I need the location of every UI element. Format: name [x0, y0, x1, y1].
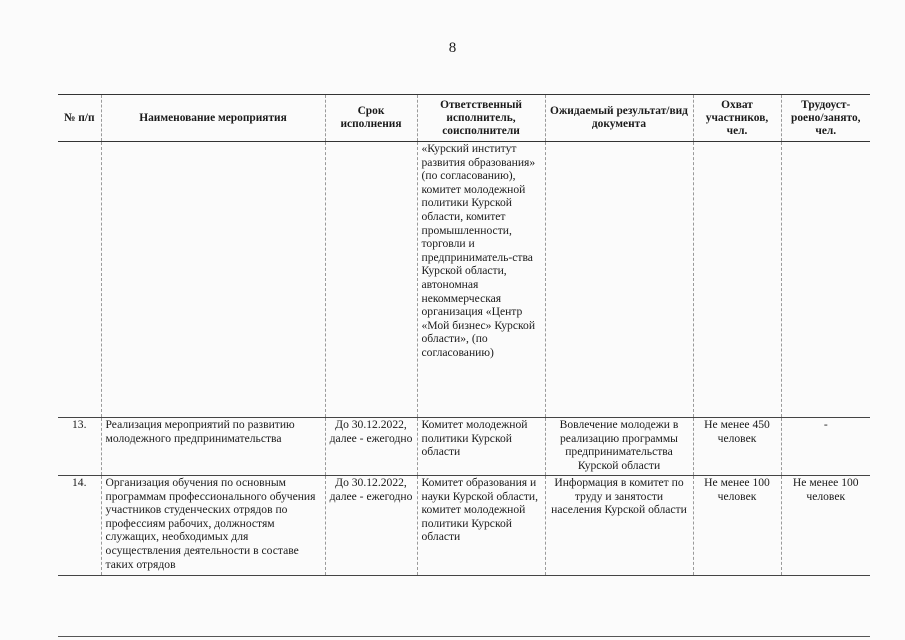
table-header [58, 95, 870, 142]
header-row [58, 95, 870, 142]
row-number: 14. [72, 476, 87, 489]
header-number: № п/п [58, 95, 101, 142]
row-event-name: Организация обучения по основным программам профессионального обучения участников студенческих отрядов по профессиям рабочих, должностям служащих, необходимых для осуществления деятельности в составе таких отрядов [101, 476, 325, 576]
page-number: 8 [448, 40, 457, 56]
header-coverage: Охват участников, чел. [693, 95, 781, 142]
header-event-name: Наименование мероприятия [101, 95, 325, 142]
row-term: До 30.12.2022, далее - ежегодно [325, 476, 417, 576]
row-executor: Комитет образования и науки Курской области, комитет молодежной политики Курской области [417, 476, 545, 576]
row-executor: Комитет молодежной политики Курской области [417, 418, 545, 476]
row-term: До 30.12.2022, далее - ежегодно [325, 418, 417, 476]
page-bottom-rule [58, 636, 870, 637]
row-employed: Не менее 100 человек [781, 476, 870, 576]
header-result: Ожидаемый результат/вид документа [545, 95, 693, 142]
row-term [325, 142, 417, 418]
table-row [58, 142, 870, 418]
row-coverage: Не менее 450 человек [693, 418, 781, 476]
row-result: Информация в комитет по труду и занятости населения Курской области [545, 476, 693, 576]
header-employed: Трудоуст-роено/занято, чел. [781, 95, 870, 142]
header-executor: Ответственный исполнитель, соисполнители [417, 95, 545, 142]
row-event-name [101, 142, 325, 418]
row-employed: - [781, 418, 870, 476]
row-employed [781, 142, 870, 418]
table-row [58, 476, 870, 576]
table-row [58, 418, 870, 476]
table-body [58, 142, 870, 576]
row-executor: «Курский институт развития образования» (по согласованию), комитет молодежной политики Курской области, комитет промышленности, торговли и предприниматель-ства Курской области, автономная некоммерческая организация «Центр «Мой бизнес» Курской области», (по согласованию) [417, 142, 545, 418]
events-table [58, 94, 870, 576]
row-coverage [693, 142, 781, 418]
row-result: Вовлечение молодежи в реализацию программы предпринимательства Курской области [545, 418, 693, 476]
row-number: 13. [72, 418, 87, 431]
row-event-name: Реализация мероприятий по развитию молодежного предпринимательства [101, 418, 325, 476]
row-coverage: Не менее 100 человек [693, 476, 781, 576]
row-result [545, 142, 693, 418]
header-term: Срок исполнения [325, 95, 417, 142]
row-number [58, 142, 101, 418]
